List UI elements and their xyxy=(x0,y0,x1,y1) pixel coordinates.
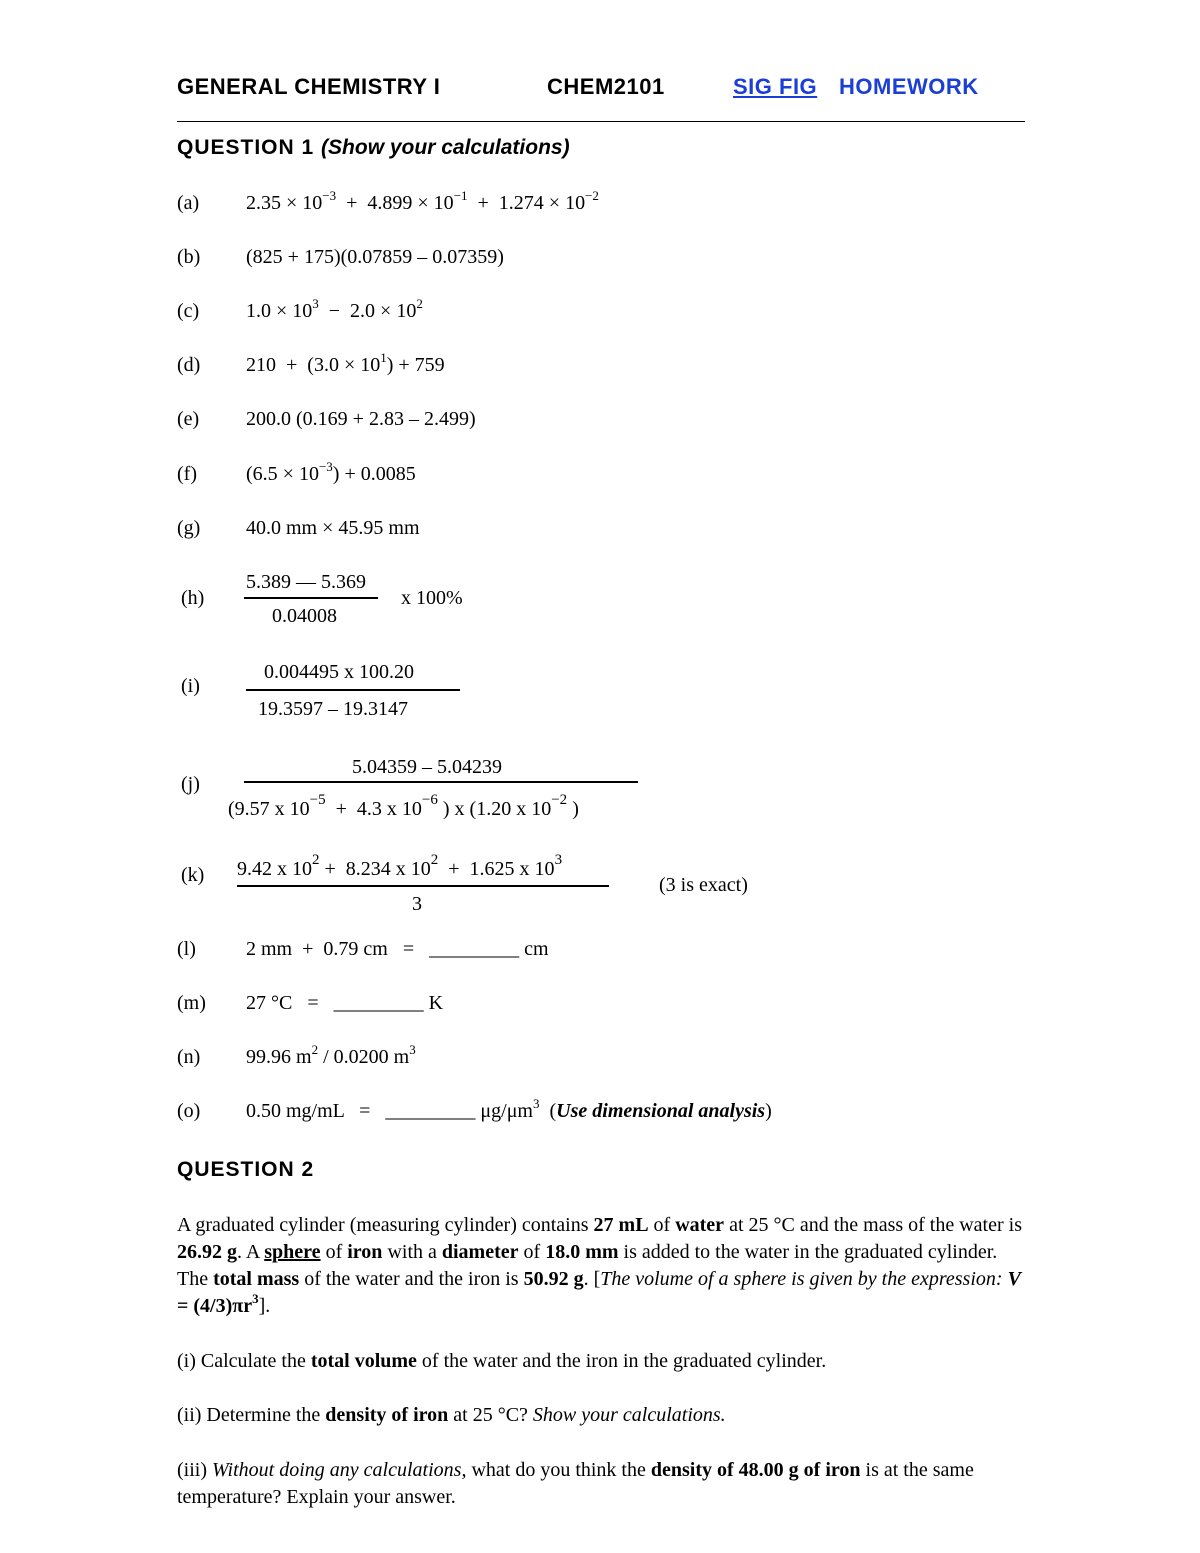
item-d-expression: $210 + (3.0 \times 10^1) + 759$ xyxy=(246,350,445,376)
header-divider xyxy=(177,121,1025,122)
item-i-numerator: 0.004495 x 100.20 xyxy=(264,661,414,683)
homework-title: HOMEWORK xyxy=(839,74,979,99)
item-c-expression: $1.0 \times 10^3 - 2.0 \times 10^2$ xyxy=(246,296,423,322)
item-k-label: (k) xyxy=(181,864,205,886)
item-g-label: (g) xyxy=(177,517,201,539)
item-k-numerator: 9.42 x $10^2 + 8.234$ x $10^2 + 1.625$ x $10^3$ xyxy=(237,852,563,880)
item-k-note: (3 is exact) xyxy=(659,874,748,896)
item-h-label: (h) xyxy=(181,587,205,609)
item-a-expression: $2.35 \times 10^{-3} + 4.899 \times 10^{-1} + 1.274 \times 10^{-2}$ xyxy=(246,188,599,214)
item-k-denominator: 3 xyxy=(412,893,422,915)
question-1-heading: QUESTION 1 (Show your calculations) xyxy=(177,136,570,159)
item-b-label: (b) xyxy=(177,246,201,268)
question-2-problem-text: A graduated cylinder (measuring cylinder) contains 27 mL of water at 25 °C and the mass of the water is 26.92 g. A sphere of iron with a diameter of 18.0 mm is added to the water in the graduated cylinder. The total mass of the water and the iron is 50.92 g. [The volume of a sphere is given by the expression: $V = (4/3)\pi r^3$]. xyxy=(177,1214,1022,1317)
item-l-expression: 2 mm + 0.79 cm = _________ cm xyxy=(246,938,549,960)
item-g-expression: 40.0 mm × 45.95 mm xyxy=(246,517,420,539)
item-b-expression: (825 + 175)(0.07859 – 0.07359) xyxy=(246,246,504,268)
item-m-expression: 27 °C = _________ K xyxy=(246,992,444,1014)
course-code: CHEM2101 xyxy=(547,74,665,99)
question-2-heading: QUESTION 2 xyxy=(177,1158,315,1181)
item-k-fraction-bar xyxy=(237,885,609,887)
item-f-label: (f) xyxy=(177,463,197,485)
item-j-denominator: (9.57 x $10^{-5} + 4.3$ x $10^{-6}$ ) x (1.20 x $10^{-2}$ ) xyxy=(228,792,579,820)
question-2-part-i: (i) Calculate the total volume of the water and the iron in the graduated cylinder. xyxy=(177,1350,827,1372)
item-m-label: (m) xyxy=(177,992,206,1014)
item-i-denominator: 19.3597 – 19.3147 xyxy=(258,698,408,720)
course-name: GENERAL CHEMISTRY I xyxy=(177,74,441,99)
item-i-label: (i) xyxy=(181,675,200,697)
item-o-expression: 0.50 mg/mL = _________ $\mu g/\mu m^3$ (Use dimensional analysis) xyxy=(246,1096,772,1122)
item-e-label: (e) xyxy=(177,408,200,430)
item-h-numerator: 5.389 — 5.369 xyxy=(246,571,366,593)
item-a-label: (a) xyxy=(177,192,200,214)
item-c-label: (c) xyxy=(177,300,200,322)
sig-fig-link[interactable]: SIG FIG xyxy=(733,74,818,99)
item-f-expression: $(6.5 \times 10^{-3}) + 0.0085$ xyxy=(246,459,416,485)
item-h-fraction-bar xyxy=(244,597,378,599)
question-2-part-iii: (iii) Without doing any calculations, what do you think the density of 48.00 g of iron is at the same temperature? Explain your answer. xyxy=(177,1459,974,1508)
item-j-numerator: 5.04359 – 5.04239 xyxy=(352,756,502,778)
item-j-fraction-bar xyxy=(244,781,638,783)
question-1-subtitle: (Show your calculations) xyxy=(321,136,570,159)
item-n-label: (n) xyxy=(177,1046,201,1068)
item-d-label: (d) xyxy=(177,354,201,376)
item-i-fraction-bar xyxy=(246,689,460,691)
item-o-label: (o) xyxy=(177,1100,201,1122)
item-n-expression: 99.96 $m^2 / 0.0200$ $m^3$ xyxy=(246,1042,416,1068)
item-h-denominator: 0.04008 xyxy=(272,605,337,627)
item-e-expression: 200.0 (0.169 + 2.83 – 2.499) xyxy=(246,408,476,430)
question-2-part-ii: (ii) Determine the density of iron at 25 °C? Show your calculations. xyxy=(177,1404,726,1426)
item-l-label: (l) xyxy=(177,938,196,960)
item-h-suffix: x 100% xyxy=(401,587,463,609)
item-j-label: (j) xyxy=(181,773,200,795)
